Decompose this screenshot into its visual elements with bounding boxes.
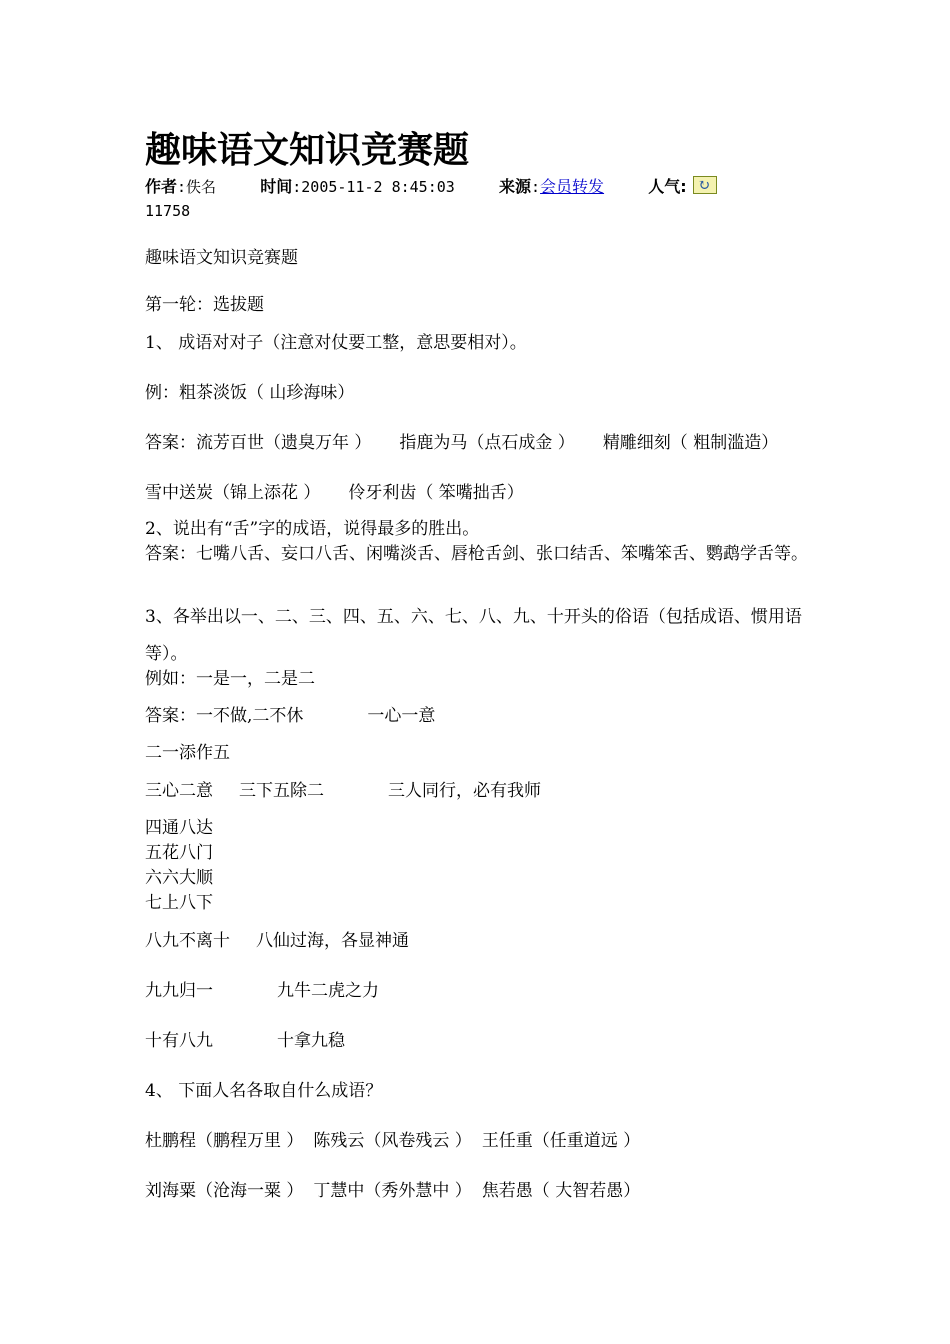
answer-item: 陈残云（风卷残云 ）	[313, 1131, 472, 1151]
question-1: 1、 成语对对子（注意对仗要工整，意思要相对）。	[145, 333, 527, 353]
question-4-answer-row	[145, 1129, 640, 1153]
answer-item: 三心二意	[145, 781, 213, 801]
question-3-example: 例如：一是一，二是二	[145, 669, 315, 689]
answer-item: 答案：一不做,二不休	[145, 706, 304, 726]
question-4: 4、 下面人名各取自什么成语？	[145, 1081, 383, 1101]
answer-item: 雪中送炭（锦上添花 ）	[145, 483, 321, 503]
question-1-example: 例：粗茶淡饭（ 山珍海味）	[145, 383, 355, 403]
question-3-cont: 等）。	[145, 644, 188, 664]
answer-item: 答案：流芳百世（遗臭万年 ）	[145, 433, 372, 453]
question-3-answer-row	[145, 704, 435, 728]
answer-item: 六六大顺	[145, 868, 213, 888]
answer-item: 八九不离十	[145, 931, 230, 951]
answer-item: 四通八达	[145, 818, 213, 838]
answer-item: 刘海粟（沧海一粟 ）	[145, 1181, 304, 1201]
content-heading: 趣味语文知识竞赛题	[145, 248, 298, 268]
answer-item: 焦若愚（ 大智若愚）	[481, 1181, 641, 1201]
article-meta	[145, 176, 825, 198]
answer-item: 一心一意	[367, 706, 436, 726]
page-title: 趣味语文知识竞赛题	[145, 129, 470, 171]
question-3-answer-row	[145, 779, 541, 803]
answer-item: 十拿九稳	[277, 1031, 345, 1051]
source-colon: :	[531, 178, 541, 196]
question-3-answer-row	[145, 1029, 345, 1053]
round-title: 第一轮：选拔题	[145, 295, 264, 315]
answer-item: 王任重（任重道远 ）	[481, 1131, 641, 1151]
popularity-label: 人气:	[648, 177, 687, 196]
answer-item: 十有八九	[145, 1031, 213, 1051]
time-value: :2005-11-2 8:45:03	[292, 178, 455, 196]
popularity-count: 11758	[145, 202, 191, 220]
answer-item: 二一添作五	[145, 743, 230, 763]
answer-item: 九牛二虎之力	[277, 981, 379, 1001]
answer-item: 三下五除二	[239, 781, 324, 801]
answer-item: 七上八下	[145, 893, 213, 913]
answer-item: 三人同行，必有我师	[388, 781, 541, 801]
question-4-answer-row	[145, 1179, 640, 1203]
answer-item: 丁慧中（秀外慧中 ）	[313, 1181, 472, 1201]
question-2-answer: 答案：七嘴八舌、妄口八舌、闲嘴淡舌、唇枪舌剑、张口结舌、笨嘴笨舌、鹦鹉学舌等。	[145, 544, 808, 564]
answer-item: 杜鹏程（鹏程万里 ）	[145, 1131, 304, 1151]
question-3: 3、各举出以一、二、三、四、五、六、七、八、九、十开头的俗语（包括成语、惯用语	[145, 607, 802, 627]
source-link[interactable]: 会员转发	[540, 177, 605, 196]
answer-item: 五花八门	[145, 843, 213, 863]
refresh-icon	[693, 176, 717, 194]
author-value: :佚名	[177, 178, 217, 196]
question-2: 2、说出有“舌”字的成语，说得最多的胜出。	[145, 519, 480, 539]
question-1-answer-row	[145, 481, 524, 505]
question-3-answer-row	[145, 979, 379, 1003]
question-1-answer-row	[145, 431, 778, 455]
answer-item: 九九归一	[145, 981, 213, 1001]
answer-item: 八仙过海，各显神通	[256, 931, 409, 951]
answer-item: 精雕细刻（ 粗制滥造）	[602, 433, 779, 453]
source-label: 来源	[499, 177, 532, 196]
answer-item: 伶牙利齿（ 笨嘴拙舌）	[348, 483, 524, 503]
question-3-answer-row	[145, 929, 409, 953]
time-label: 时间	[260, 177, 293, 196]
author-label: 作者	[145, 177, 178, 196]
answer-item: 指鹿为马（点石成金 ）	[399, 433, 575, 453]
